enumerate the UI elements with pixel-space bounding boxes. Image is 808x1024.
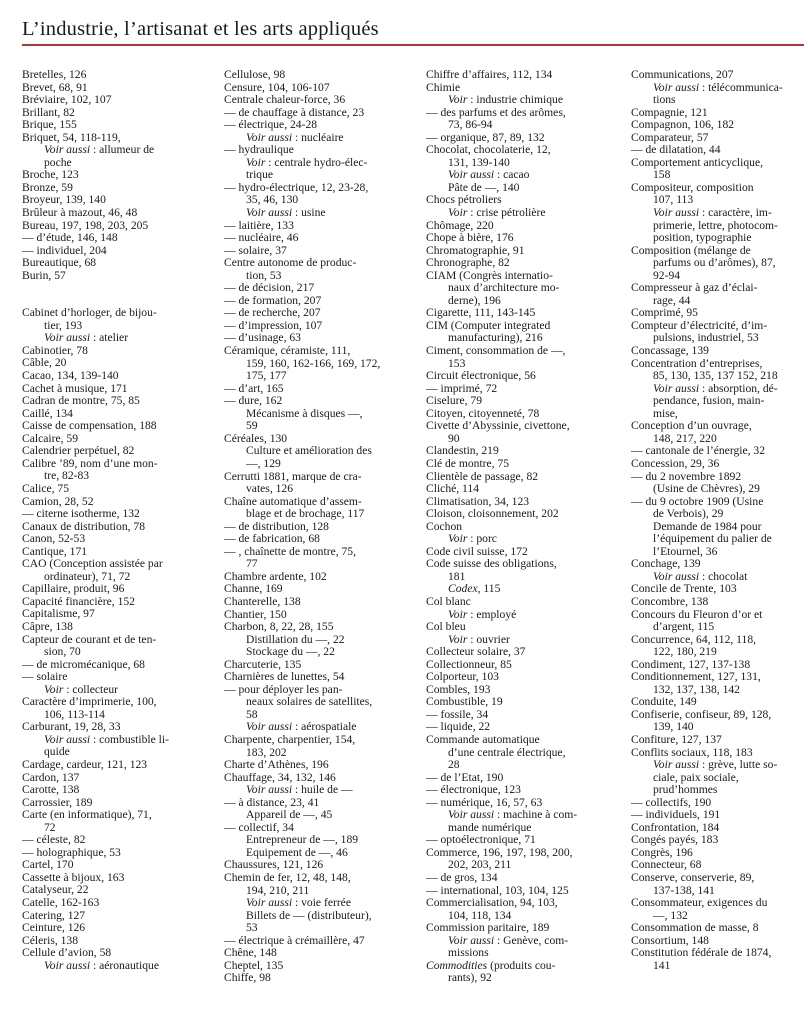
index-entry: Briquet, 54, 118-119,	[22, 130, 121, 144]
index-entry: Charnières de lunettes, 54	[224, 670, 345, 684]
index-entry: Capitalisme, 97	[22, 607, 95, 621]
index-cross-reference: Voir : ouvrier	[448, 632, 510, 646]
index-entry: Broyeur, 139, 140	[22, 193, 106, 207]
index-entry-continuation: manufacturing), 216	[448, 331, 543, 345]
index-entry: Communications, 207	[631, 68, 734, 81]
index-entry: Charte d’Athènes, 196	[224, 758, 329, 772]
index-entry: Commercialisation, 94, 103,	[426, 896, 558, 910]
index-subentry: pendance, fusion, main-	[653, 394, 765, 408]
index-entry: Charcuterie, 135	[224, 657, 302, 671]
index-subentry: Culture et amélioration des	[246, 444, 372, 458]
index-gap	[22, 282, 210, 307]
index-entry: Chiffre d’affaires, 112, 134	[426, 68, 553, 81]
index-entry: Civette d’Abyssinie, civettone,	[426, 419, 570, 433]
index-entry-continuation: parfums ou d’arômes), 87,	[653, 256, 776, 270]
index-entry-continuation: sion, 70	[44, 645, 81, 659]
index-entry: Brevet, 68, 91	[22, 80, 88, 94]
index-entry: Chocolat, chocolaterie, 12,	[426, 143, 551, 157]
index-entry: — liquide, 22	[426, 720, 491, 734]
index-cross-reference: Voir aussi : huile de —	[246, 783, 353, 797]
index-entry: Carrossier, 189	[22, 795, 93, 809]
index-entry: — dure, 162	[224, 394, 283, 408]
index-entry: Cartel, 170	[22, 858, 74, 872]
index-entry: Broche, 123	[22, 168, 79, 182]
index-entry-continuation: 175, 177	[246, 369, 287, 383]
index-entry: Conflits sociaux, 118, 183	[631, 745, 753, 759]
index-entry: Cantique, 171	[22, 544, 88, 558]
index-entry: — de recherche, 207	[224, 306, 321, 320]
index-cross-reference: Voir aussi : aérospatiale	[246, 720, 357, 734]
index-entry: — de micromécanique, 68	[22, 657, 145, 671]
index-entry: Chambre ardente, 102	[224, 569, 327, 583]
index-entry: — du 2 novembre 1892	[631, 469, 742, 483]
index-entry: Calice, 75	[22, 481, 70, 495]
index-entry: Compagnon, 106, 182	[631, 118, 735, 132]
index-cross-reference: Voir aussi : cacao	[448, 168, 530, 182]
index-entry: Channe, 169	[224, 582, 283, 596]
index-entry-continuation: tier, 193	[44, 318, 83, 332]
index-entry-continuation: 141	[653, 958, 671, 972]
index-entry: Câpre, 138	[22, 619, 73, 633]
index-entry: — hydro-électrique, 12, 23-28,	[224, 180, 369, 194]
index-entry-continuation: 159, 160, 162-166, 169, 172,	[246, 356, 381, 370]
index-entry-continuation: naux d’architecture mo-	[448, 281, 560, 295]
index-cross-reference: Voir aussi : absorption, dé-	[653, 381, 778, 395]
index-entry: Carotte, 138	[22, 783, 80, 797]
index-entry-continuation: pulsions, industriel, 53	[653, 331, 759, 345]
index-cross-reference: Voir aussi : nucléaire	[246, 130, 344, 144]
index-entry: — de dilatation, 44	[631, 143, 721, 157]
index-entry: Comportement anticyclique,	[631, 155, 764, 169]
index-entry: Céréales, 130	[224, 431, 288, 445]
index-subentry: l’équipement du palier de	[653, 532, 772, 546]
index-entry: Conserve, conserverie, 89,	[631, 871, 755, 884]
index-entry-continuation: (Usine de Chèvres), 29	[653, 482, 760, 496]
index-entry: — d’étude, 146, 148	[22, 231, 118, 245]
index-cross-reference: Voir aussi : allumeur de	[44, 143, 155, 157]
index-entry-continuation: 73, 86-94	[448, 118, 493, 132]
index-entry: Chaussures, 121, 126	[224, 858, 324, 872]
index-entry: Compositeur, composition	[631, 180, 754, 194]
index-entry: Commission paritaire, 189	[426, 921, 550, 935]
index-entry: Conditionnement, 127, 131,	[631, 670, 761, 684]
index-entry: Condiment, 127, 137-138	[631, 657, 751, 671]
index-entry: Circuit électronique, 56	[426, 369, 536, 383]
index-entry: Calcaire, 59	[22, 431, 79, 445]
index-subentry: Distillation du —, 22	[246, 632, 345, 646]
index-subentry: mise,	[653, 406, 678, 420]
index-entry: Bureau, 197, 198, 203, 205	[22, 218, 149, 232]
index-entry: Combustible, 19	[426, 695, 503, 709]
index-entry: Cacao, 134, 139-140	[22, 369, 119, 383]
index-entry: — électrique à crémaillère, 47	[224, 933, 365, 947]
index-entry: Connecteur, 68	[631, 858, 702, 872]
index-entry: Capillaire, produit, 96	[22, 582, 125, 596]
index-cross-reference: Voir aussi : aéronautique	[44, 958, 159, 972]
index-entry: — électronique, 123	[426, 783, 521, 797]
index-entry-continuation: 77	[246, 557, 258, 571]
index-entry: Cochon	[426, 519, 463, 533]
index-entry: Cassette à bijoux, 163	[22, 870, 125, 884]
index-entry: — de décision, 217	[224, 281, 315, 295]
index-subentry: Pâte de —, 140	[448, 180, 520, 194]
index-subentry: 59	[246, 419, 258, 433]
index-cross-reference: Voir aussi : caractère, im-	[653, 206, 772, 220]
index-entry-continuation: 132, 137, 138, 142	[653, 682, 740, 696]
index-entry: — d’art, 165	[224, 381, 284, 395]
index-entry-continuation: 92-94	[653, 268, 681, 282]
index-entry-continuation: 122, 180, 219	[653, 645, 717, 659]
index-entry: Chronographe, 82	[426, 256, 510, 270]
index-entry: Cardon, 137	[22, 770, 80, 784]
index-entry: Ciment, consommation de —,	[426, 344, 566, 358]
index-entry-continuation: 28	[448, 758, 460, 772]
index-entry: Carte (en informatique), 71,	[22, 808, 152, 822]
index-column-4	[631, 69, 808, 972]
index-entry: Cardage, cardeur, 121, 123	[22, 757, 148, 771]
index-subentry: poche	[44, 155, 72, 169]
index-entry: — imprimé, 72	[426, 381, 498, 395]
index-entry: Centrale chaleur-force, 36	[224, 93, 346, 107]
index-entry: Brillant, 82	[22, 105, 75, 119]
index-subentry: primerie, lettre, photocom-	[653, 218, 778, 232]
index-entry: Caractère d’imprimerie, 100,	[22, 695, 157, 709]
index-entry: Capacité financière, 152	[22, 594, 135, 608]
index-subentry: l’Etournel, 36	[653, 544, 718, 558]
index-cross-reference: Voir aussi : grève, lutte so-	[653, 758, 778, 772]
index-cross-reference: Voir aussi : atelier	[44, 331, 129, 345]
index-entry-continuation: neaux solaires de satellites,	[246, 695, 373, 709]
index-entry: Calendrier perpétuel, 82	[22, 444, 135, 458]
index-subentry: Codex, 115	[448, 582, 501, 596]
index-cross-reference: Voir aussi : chocolat	[653, 569, 748, 583]
index-subentry: Entrepreneur de —, 189	[246, 833, 359, 847]
index-entry: — solaire, 37	[224, 243, 287, 257]
index-entry: Câble, 20	[22, 356, 67, 370]
index-entry: Confiserie, confiseur, 89, 128,	[631, 707, 772, 721]
index-entry-continuation: derne), 196	[448, 293, 501, 307]
index-cross-reference: Voir aussi : télécommunica-	[653, 80, 783, 94]
index-column-2	[224, 69, 412, 985]
index-entry-continuation: 58	[246, 707, 258, 721]
index-entry: — de gros, 134	[426, 871, 498, 884]
index-entry: Chauffage, 34, 132, 146	[224, 770, 336, 784]
index-entry: Camion, 28, 52	[22, 494, 94, 508]
index-entry: — pour déployer les pan-	[224, 682, 343, 696]
index-entry: Concile de Trente, 103	[631, 582, 737, 596]
index-entry: — solaire	[22, 670, 68, 684]
index-entry-continuation: rage, 44	[653, 293, 691, 307]
index-entry-continuation: 139, 140	[653, 720, 694, 734]
index-entry: Cloison, cloisonnement, 202	[426, 507, 559, 521]
index-entry-continuation: blage et de brochage, 117	[246, 507, 365, 521]
index-entry: Col bleu	[426, 620, 466, 634]
index-entry: Concassage, 139	[631, 344, 709, 358]
index-entry: CIM (Computer integrated	[426, 318, 551, 332]
index-entry: Congés payés, 183	[631, 833, 719, 847]
index-entry: Cerrutti 1881, marque de cra-	[224, 469, 362, 483]
index-subentry: Demande de 1984 pour	[653, 519, 762, 533]
index-entry: Confrontation, 184	[631, 820, 720, 834]
index-entry-continuation: 131, 139-140	[448, 155, 510, 169]
index-entry: Concurrence, 64, 112, 118,	[631, 632, 757, 646]
index-subentry: prud’hommes	[653, 783, 718, 797]
index-entry: Collecteur solaire, 37	[426, 645, 526, 659]
index-entry: Consommateur, exigences du	[631, 896, 768, 910]
index-entry: Charpente, charpentier, 154,	[224, 732, 356, 746]
index-entry: Collectionneur, 85	[426, 657, 512, 671]
index-subentry: quide	[44, 745, 70, 759]
index-entry: Clientèle de passage, 82	[426, 469, 539, 483]
index-entry-continuation: de Verbois), 29	[653, 507, 724, 521]
index-entry: Chemin de fer, 12, 48, 148,	[224, 871, 351, 884]
index-entry-continuation: 148, 217, 220	[653, 431, 717, 445]
index-subentry: mande numérique	[448, 820, 532, 834]
index-entry: Chêne, 148	[224, 946, 277, 960]
index-entry: Confiture, 127, 137	[631, 732, 722, 746]
index-entry: Concentration d’entreprises,	[631, 356, 763, 370]
index-subentry: —, 129	[246, 456, 281, 470]
index-entry: Catering, 127	[22, 908, 86, 922]
index-cross-reference: Voir aussi : usine	[246, 206, 326, 220]
index-entry: Catelle, 162-163	[22, 896, 100, 909]
index-entry-continuation: 153	[448, 356, 466, 370]
index-entry: Citoyen, citoyenneté, 78	[426, 406, 540, 420]
index-entry: — d’impression, 107	[224, 318, 323, 332]
index-entry: — à distance, 23, 41	[224, 795, 320, 809]
index-entry: Col blanc	[426, 594, 471, 608]
index-entry: Burin, 57	[22, 268, 66, 282]
index-entry-continuation: 104, 118, 134	[448, 908, 512, 922]
index-entry: Céramique, céramiste, 111,	[224, 344, 351, 358]
index-entry: Chantier, 150	[224, 607, 287, 621]
index-entry: Chope à bière, 176	[426, 231, 514, 245]
index-subentry: position, typographie	[653, 231, 752, 245]
index-entry: Cigarette, 111, 143-145	[426, 306, 536, 320]
index-entry-continuation: 183, 202	[246, 745, 287, 759]
index-entry: — citerne isotherme, 132	[22, 507, 140, 521]
index-entry: Chanterelle, 138	[224, 594, 301, 608]
index-cross-reference: Voir : industrie chimique	[448, 93, 563, 107]
index-entry: Commerce, 196, 197, 198, 200,	[426, 845, 573, 859]
index-entry: Congrès, 196	[631, 845, 693, 859]
index-entry: Constitution fédérale de 1874,	[631, 946, 772, 960]
index-entry: Bureautique, 68	[22, 256, 97, 270]
index-entry-continuation: ordinateur), 71, 72	[44, 569, 131, 583]
index-entry-continuation: 158	[653, 168, 671, 182]
index-entry: Brûleur à mazout, 46, 48	[22, 206, 138, 220]
index-entry: Bronze, 59	[22, 180, 73, 194]
index-entry: Consommation de masse, 8	[631, 921, 759, 935]
index-entry: — individuels, 191	[631, 808, 721, 822]
index-cross-reference: Voir aussi : Genève, com-	[448, 933, 569, 947]
index-entry: Compteur d’électricité, d’im-	[631, 318, 768, 332]
index-column-1	[22, 69, 210, 972]
index-entry: — céleste, 82	[22, 833, 86, 847]
index-entry-continuation: rants), 92	[448, 971, 492, 985]
index-entry: Compresseur à gaz d’éclai-	[631, 281, 758, 295]
index-entry: — électrique, 24-28	[224, 118, 318, 132]
index-entry-continuation: 106, 113-114	[44, 707, 105, 721]
index-entry: — , chaînette de montre, 75,	[224, 544, 356, 558]
index-cross-reference: Voir aussi : voie ferrée	[246, 896, 351, 910]
index-entry: Cadran de montre, 75, 85	[22, 394, 140, 408]
index-cross-reference: Voir aussi : machine à com-	[448, 808, 578, 822]
index-entry: — hydraulique	[224, 143, 294, 157]
index-entry: Concours du Fleuron d’or et	[631, 607, 763, 621]
index-entry: Colporteur, 103	[426, 670, 499, 684]
index-entry-continuation: vates, 126	[246, 482, 294, 496]
index-entry: Comparateur, 57	[631, 130, 709, 144]
index-entry-continuation: 90	[448, 431, 460, 445]
index-subentry: Equipement de —, 46	[246, 845, 348, 859]
index-subentry: tions	[653, 93, 676, 107]
index-entry: — collectifs, 190	[631, 795, 712, 809]
index-entry: Cachet à musique, 171	[22, 381, 128, 395]
header-rule	[22, 44, 804, 46]
index-entry-continuation: d’une centrale électrique,	[448, 745, 566, 759]
index-entry: Clé de montre, 75	[426, 456, 510, 470]
index-subentry: Appareil de —, 45	[246, 808, 333, 822]
index-entry: Climatisation, 34, 123	[426, 494, 530, 508]
index-entry: Code suisse des obligations,	[426, 557, 557, 571]
index-entry: Caillé, 134	[22, 406, 73, 420]
index-entry: Calibre ’89, nom d’une mon-	[22, 456, 158, 470]
index-entry: Concombre, 138	[631, 594, 709, 608]
index-entry: Cabinet d’horloger, de bijou-	[22, 306, 157, 320]
index-entry-continuation: tion, 53	[246, 268, 282, 282]
page-title: L’industrie, l’artisanat et les arts appliqués	[22, 18, 379, 40]
index-entry: Carburant, 19, 28, 33	[22, 720, 121, 734]
index-entry-continuation: 137-138, 141	[653, 883, 715, 897]
index-entry: CIAM (Congrès internatio-	[426, 268, 553, 282]
index-entry: — de distribution, 128	[224, 519, 329, 533]
index-entry: — organique, 87, 89, 132	[426, 130, 545, 144]
index-entry: Canon, 52-53	[22, 532, 86, 546]
index-entry: Concession, 29, 36	[631, 456, 720, 470]
index-entry-continuation: 202, 203, 211	[448, 858, 512, 872]
index-entry: Compagnie, 121	[631, 105, 708, 119]
index-entry: — optoélectronique, 71	[426, 833, 536, 847]
index-entry: Conduite, 149	[631, 695, 697, 709]
index-entry: Chimie	[426, 80, 461, 94]
index-entry: CAO (Conception assistée par	[22, 557, 163, 571]
index-entry: Caisse de compensation, 188	[22, 419, 157, 433]
index-entry: Cliché, 114	[426, 482, 480, 496]
index-cross-reference: Voir : porc	[448, 532, 497, 546]
index-entry: Censure, 104, 106-107	[224, 80, 330, 94]
index-subentry: ciale, paix sociale,	[653, 770, 739, 784]
index-entry: Cabinotier, 78	[22, 343, 88, 357]
index-entry: Céleris, 138	[22, 933, 79, 947]
index-cross-reference: Voir : crise pétrolière	[448, 206, 546, 220]
index-entry: Ciselure, 79	[426, 394, 483, 408]
index-entry-continuation: tre, 82-83	[44, 469, 90, 483]
index-entry-continuation: 35, 46, 130	[246, 193, 299, 207]
index-cross-reference: Voir : centrale hydro-élec-	[246, 155, 368, 169]
index-entry: — de fabrication, 68	[224, 532, 320, 546]
index-entry: Centre autonome de produc-	[224, 256, 357, 270]
index-entry: Comprimé, 95	[631, 306, 698, 320]
index-entry: Chaîne automatique d’assem-	[224, 494, 362, 508]
index-entry: — fossile, 34	[426, 707, 489, 721]
page-header	[22, 14, 804, 48]
index-entry: Consortium, 148	[631, 933, 709, 947]
index-entry-continuation: 72	[44, 820, 56, 834]
index-subentry: missions	[448, 946, 489, 960]
index-entry-continuation: 181	[448, 569, 466, 583]
index-entry: Chromatographie, 91	[426, 243, 525, 257]
index-entry: — numérique, 16, 57, 63	[426, 795, 543, 809]
index-entry: Catalyseur, 22	[22, 883, 89, 897]
index-entry: — collectif, 34	[224, 820, 294, 834]
index-cross-reference: Voir : employé	[448, 607, 517, 621]
index-subentry: trique	[246, 168, 274, 182]
index-entry-continuation: 85, 130, 135, 137 152, 218	[653, 369, 778, 383]
index-entry: Charbon, 8, 22, 28, 155	[224, 620, 334, 634]
index-entry: Conchage, 139	[631, 557, 701, 571]
index-entry: — laitière, 133	[224, 218, 294, 232]
index-entry: Commodities (produits cou-	[426, 958, 556, 972]
index-entry: Commande automatique	[426, 732, 540, 746]
index-entry-continuation: 107, 113	[653, 193, 694, 207]
index-entry: Cellulose, 98	[224, 68, 286, 81]
index-cross-reference: Voir aussi : combustible li-	[44, 732, 169, 746]
index-entry-continuation: d’argent, 115	[653, 620, 715, 634]
index-entry: — des parfums et des arômes,	[426, 105, 566, 119]
index-entry: — cantonale de l’énergie, 32	[631, 444, 766, 458]
index-entry: Capteur de courant et de ten-	[22, 632, 157, 646]
index-entry: Canaux de distribution, 78	[22, 519, 146, 533]
index-subentry: Stockage du —, 22	[246, 645, 335, 659]
index-entry: Brique, 155	[22, 118, 77, 132]
index-subentry: Mécanisme à disques —,	[246, 406, 363, 420]
index-subentry: Billets de — (distributeur),	[246, 908, 372, 922]
index-subentry: 53	[246, 921, 258, 935]
index-entry: — de l’Etat, 190	[426, 770, 504, 784]
index-entry: — nucléaire, 46	[224, 231, 299, 245]
index-entry: Chiffe, 98	[224, 971, 271, 985]
index-entry: Chocs pétroliers	[426, 193, 502, 207]
index-entry: Clandestin, 219	[426, 444, 499, 458]
index-entry: Cellule d’avion, 58	[22, 946, 112, 960]
index-entry: Cheptel, 135	[224, 958, 284, 972]
index-entry: — d’usinage, 63	[224, 331, 301, 345]
index-entry: — de formation, 207	[224, 293, 322, 307]
index-entry-continuation: —, 132	[653, 908, 688, 922]
index-entry: — du 9 octobre 1909 (Usine	[631, 494, 764, 508]
index-entry: Bretelles, 126	[22, 68, 87, 81]
index-entry: Bréviaire, 102, 107	[22, 93, 112, 107]
index-entry: Conception d’un ouvrage,	[631, 419, 752, 433]
index-cross-reference: Voir : collecteur	[44, 682, 119, 696]
index-entry: Ceinture, 126	[22, 921, 86, 935]
index-entry: — individuel, 204	[22, 243, 107, 257]
index-entry: — holographique, 53	[22, 845, 121, 859]
index-entry: — de chauffage à distance, 23	[224, 105, 365, 119]
index-entry: Chômage, 220	[426, 218, 494, 232]
index-entry: Combles, 193	[426, 682, 491, 696]
index-column-3	[426, 69, 614, 985]
index-entry: — international, 103, 104, 125	[426, 883, 569, 897]
index-entry: Code civil suisse, 172	[426, 544, 528, 558]
index-entry-continuation: 194, 210, 211	[246, 883, 310, 897]
index-entry: Composition (mélange de	[631, 243, 751, 257]
